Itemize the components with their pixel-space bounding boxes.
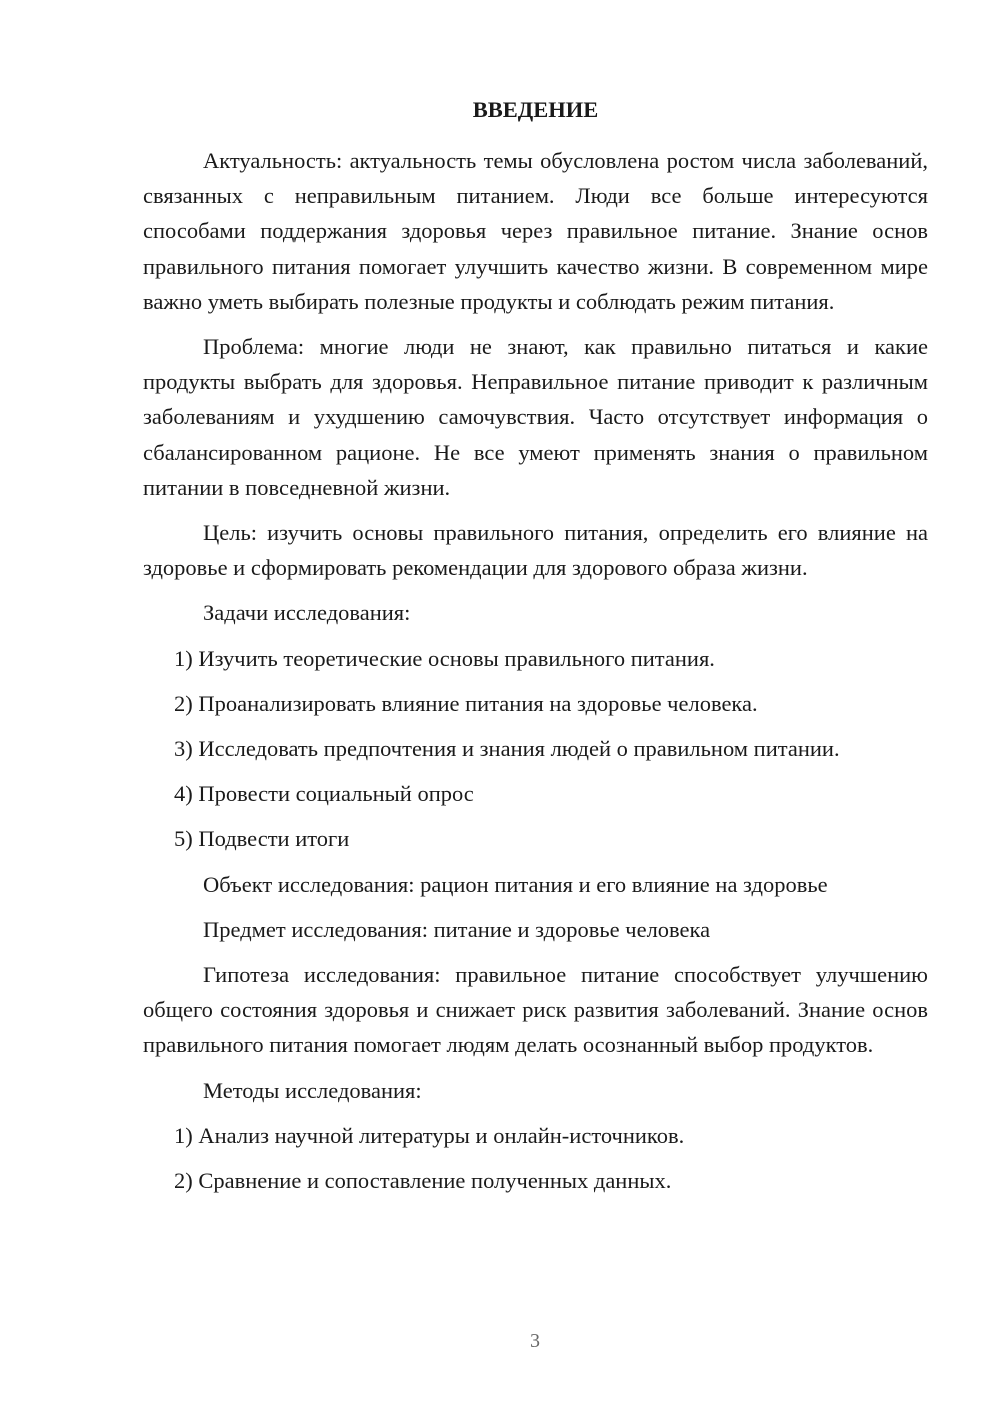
hypothesis-paragraph: Гипотеза исследования: правильное питание способствует улучшению общего состояния здоровья и снижает риск развития заболеваний. Знание основ правильного питания помогает людям делать осознанный выбор продуктов. xyxy=(143,962,928,1058)
method-item: 2) Сравнение и сопоставление полученных данных. xyxy=(174,1168,672,1194)
method-item: 1) Анализ научной литературы и онлайн-источников. xyxy=(174,1122,685,1148)
task-item: 4) Провести социальный опрос xyxy=(174,781,474,807)
page-title: ВВЕДЕНИЕ xyxy=(472,97,599,122)
methods-heading: Методы исследования: xyxy=(203,1077,422,1103)
tasks-heading: Задачи исследования: xyxy=(203,600,411,626)
research-object: Объект исследования: рацион питания и его влияние на здоровье xyxy=(203,871,828,897)
relevance-paragraph: Актуальность: актуальность темы обусловлена ростом числа заболеваний, связанных с неправильным питанием. Люди все больше интересуются способами поддержания здоровья через правильное питание. Знание основ правильного питания помогает улучшить качество жизни. В современном мире важно уметь выбирать полезные продукты и соблюдать режим питания. xyxy=(143,148,928,314)
problem-paragraph: Проблема: многие люди не знают, как правильно питаться и какие продукты выбрать для здоровья. Неправильное питание приводит к различным заболеваниям и ухудшению самочувствия. Часто отсутствует информация о сбалансированном рационе. Не все умеют применять знания о правильном питании в повседневной жизни. xyxy=(143,334,928,500)
task-item: 3) Исследовать предпочтения и знания людей о правильном питании. xyxy=(174,736,840,762)
goal-paragraph: Цель: изучить основы правильного питания, определить его влияние на здоровье и сформировать рекомендации для здорового образа жизни. xyxy=(143,520,928,581)
task-item: 5) Подвести итоги xyxy=(174,826,350,852)
page-number: 3 xyxy=(530,1330,540,1352)
task-item: 1) Изучить теоретические основы правильного питания. xyxy=(174,645,715,671)
research-subject: Предмет исследования: питание и здоровье человека xyxy=(203,916,711,942)
document-page xyxy=(143,88,928,1208)
task-item: 2) Проанализировать влияние питания на здоровье человека. xyxy=(174,690,758,716)
